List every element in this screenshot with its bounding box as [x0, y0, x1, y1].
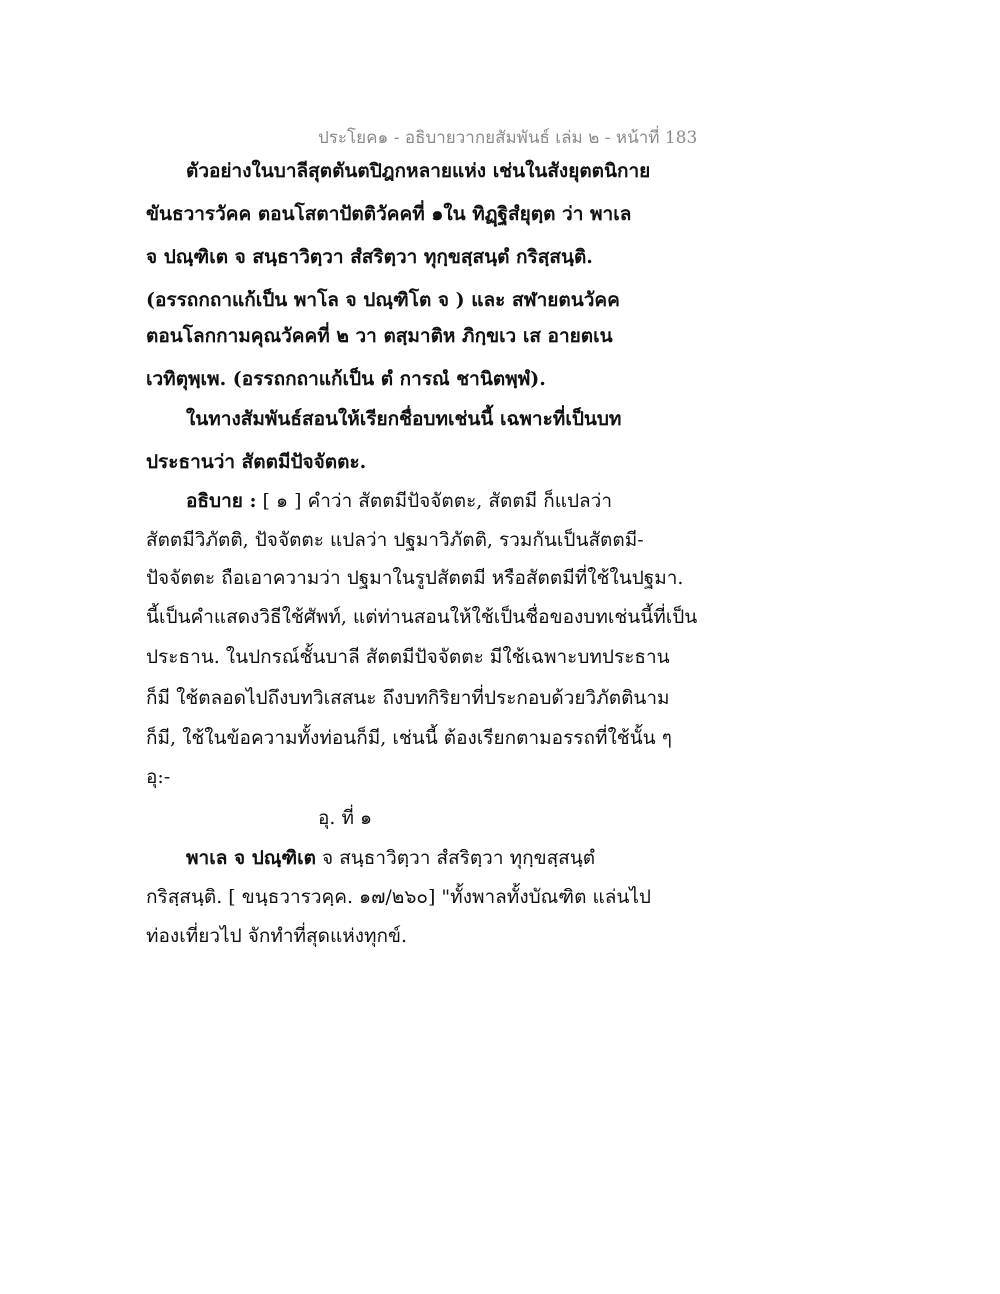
paragraph-line: ประธาน. ในปกรณ์ชั้นบาลี สัตตมีปัจจัตตะ มีใช้เฉพาะบทประธาน: [146, 646, 670, 668]
paragraph-line: ก็มี, ใช้ในข้อความทั้งท่อนก็มี, เช่นนี้ ต้องเรียกตามอรรถที่ใช้นั้น ๆ: [146, 727, 672, 749]
paragraph-line: จ ปณฺฑิเต จ สนฺธาวิตฺวา สํสริตฺวา ทุกฺขสฺสนฺตํ กริสฺสนฺติ.: [146, 246, 593, 268]
paragraph-line: ท่องเที่ยวไป จักทำที่สุดแห่งทุกข์.: [146, 925, 408, 947]
paragraph-line: สัตตมีวิภัตติ, ปัจจัตตะ แปลว่า ปฐมาวิภัตติ, รวมกันเป็นสัตตมี-: [146, 529, 644, 551]
paragraph-line: ตัวอย่างในบาลีสุตตันตปิฎกหลายแห่ง เช่นในสังยุตตนิกาย: [186, 160, 651, 182]
paragraph-line: ปัจจัตตะ ถือเอาความว่า ปฐมาในรูปสัตตมี หรือสัตตมีที่ใช้ในปฐมา.: [146, 567, 684, 589]
running-header: ประโยค๑ - อธิบายวากยสัมพันธ์ เล่ม ๒ - หน้าที่ 183: [318, 128, 698, 148]
paragraph-line: ตอนโลกกามคุณวัคคที่ ๒ วา ตสฺมาติห ภิกฺขเว เส อายตเน: [146, 325, 613, 347]
paragraph-text: จ สนฺธาวิตฺวา สํสริตฺวา ทุกฺขสฺสนฺตํ: [316, 847, 596, 869]
explanation-label: อธิบาย :: [186, 490, 257, 512]
paragraph-line: ประธานว่า สัตตมีปัจจัตตะ.: [146, 451, 367, 473]
paragraph-line: อุ:-: [146, 766, 171, 788]
paragraph-line: ก็มี ใช้ตลอดไปถึงบทวิเสสนะ ถึงบทกิริยาที่ประกอบด้วยวิภัตตินาม: [146, 687, 670, 709]
paragraph-line: [186, 847, 595, 870]
paragraph-text: [ ๑ ] คำว่า สัตตมีปัจจัตตะ, สัตตมี ก็แปลว่า: [256, 490, 613, 512]
example-pali-bold: พาเล จ ปณฺฑิเต: [186, 847, 316, 869]
example-heading: อุ. ที่ ๑: [318, 807, 373, 829]
paragraph-line: (อรรถกถาแก้เป็น พาโล จ ปณฺฑิโต จ ) และ สฬายตนวัคค: [146, 289, 620, 311]
paragraph-line: กริสฺสนฺติ. [ ขนฺธวารวคฺค. ๑๗/๒๖๐] "ทั้งพาลทั้งบัณฑิต แล่นไป: [146, 886, 651, 908]
paragraph-line: [186, 490, 612, 513]
paragraph-line: ในทางสัมพันธ์สอนให้เรียกชื่อบทเช่นนี้ เฉพาะที่เป็นบท: [186, 408, 622, 430]
paragraph-line: นี้เป็นคำแสดงวิธีใช้ศัพท์, แต่ท่านสอนให้ใช้เป็นชื่อของบทเช่นนี้ที่เป็น: [146, 606, 698, 628]
paragraph-line: เวทิตุพฺเพ. (อรรถกถาแก้เป็น ตํ การณํ ชานิตพฺพํ).: [146, 368, 546, 390]
paragraph-line: ขันธวารวัคค ตอนโสตาปัตติวัคคที่ ๑ใน ทิฏฺฐิสํยุตฺต ว่า พาเล: [146, 203, 632, 225]
